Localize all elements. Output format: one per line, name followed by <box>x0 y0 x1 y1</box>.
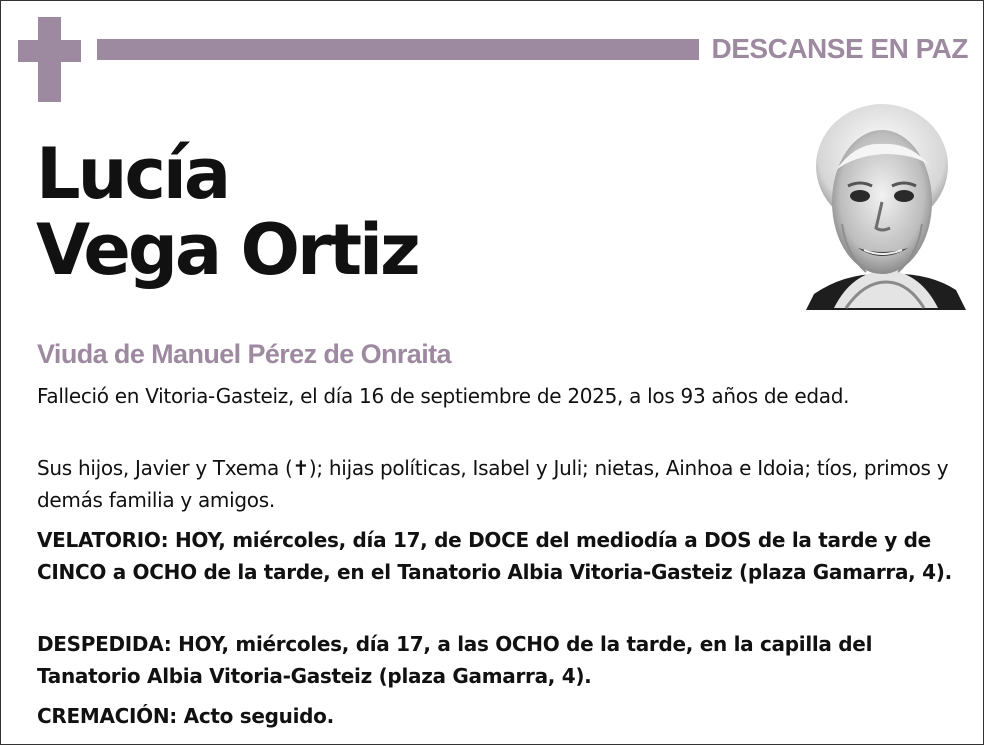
header-label: DESCANSE EN PAZ <box>711 33 968 64</box>
cremacion-paragraph: CREMACIÓN: Acto seguido. <box>37 704 334 728</box>
deceased-subtitle: Viuda de Manuel Pérez de Onraita <box>37 339 451 369</box>
family-paragraph: Sus hijos, Javier y Txema (✝); hijas políticas, Isabel y Juli; nietas, Ainhoa e Idoia; tíos, primos y demás familia y amigos. <box>37 456 949 512</box>
velatorio-paragraph: VELATORIO: HOY, miércoles, día 17, de DOCE del mediodía a DOS de la tarde y de CINCO a OCHO de la tarde, en el Tanatorio Albia Vitoria-Gasteiz (plaza Gamarra, 4). <box>37 528 952 584</box>
header-bar <box>97 39 699 60</box>
cross-icon-horizontal <box>18 40 81 62</box>
deceased-last-name: Vega Ortiz <box>36 209 418 291</box>
despedida-paragraph: DESPEDIDA: HOY, miércoles, día 17, a las OCHO de la tarde, en la capilla del Tanatorio Albia Vitoria-Gasteiz (plaza Gamarra, 4). <box>37 632 873 688</box>
death-paragraph: Falleció en Vitoria-Gasteiz, el día 16 de septiembre de 2025, a los 93 años de edad. <box>37 384 850 408</box>
deceased-first-name: Lucía <box>36 133 229 215</box>
portrait-photo <box>806 104 966 310</box>
